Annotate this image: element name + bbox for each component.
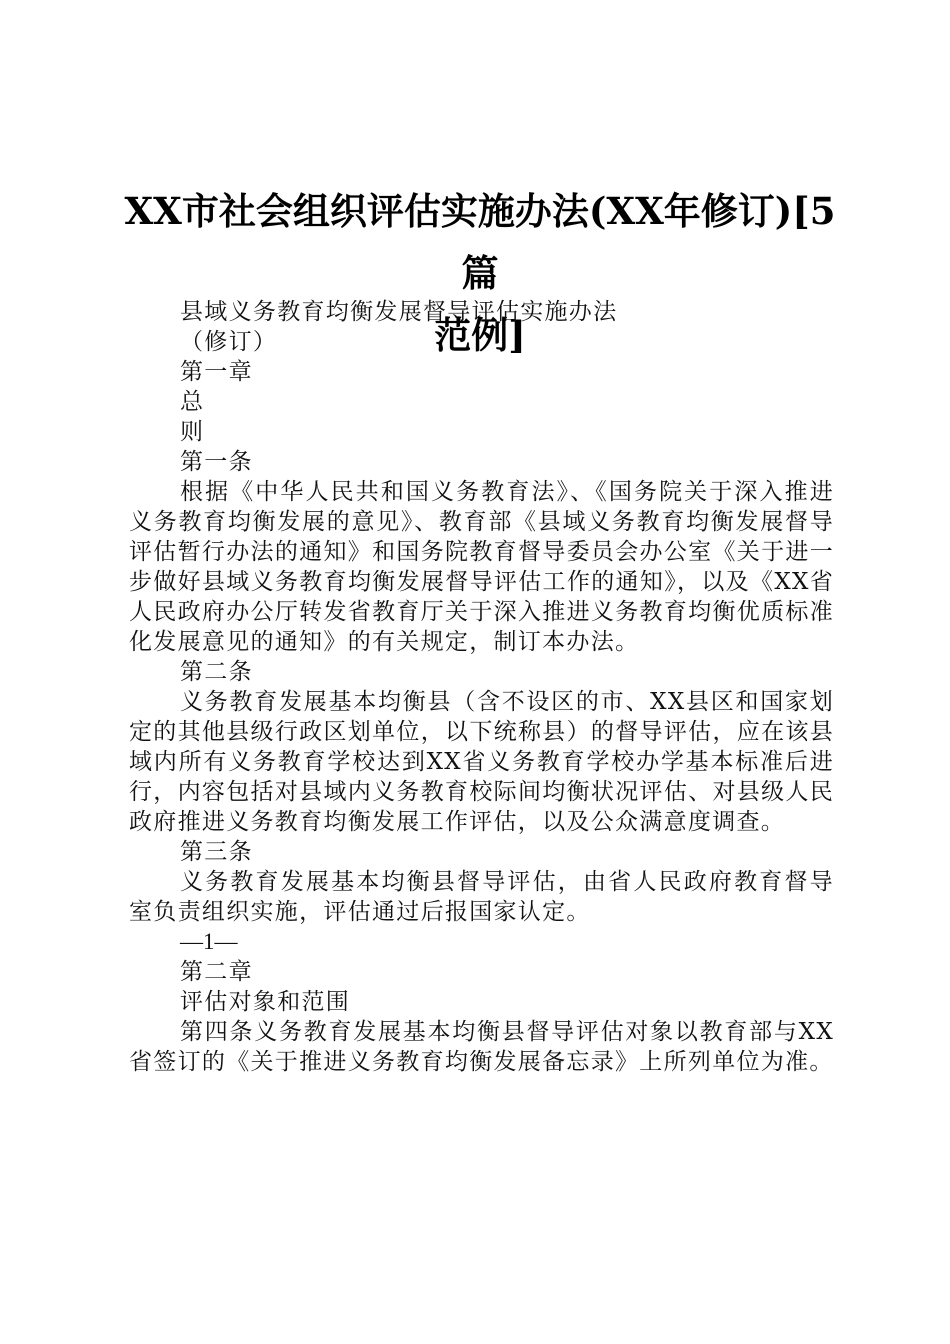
- article-2-heading: 第二条: [180, 659, 253, 685]
- chapter-2-heading: 第二章: [180, 959, 253, 985]
- title-line-2: 范例]: [434, 313, 526, 357]
- article-3-text: 义务教育发展基本均衡县督导评估，由省人民政府教育督导室负责组织实施，评估通过后报国家认定。: [129, 869, 834, 925]
- revision-note: （修订）: [180, 329, 278, 355]
- article-1-heading: 第一条: [180, 449, 253, 475]
- subtitle: 县域义务教育均衡发展督导评估实施办法: [180, 299, 618, 325]
- page-number: —1—: [180, 929, 238, 954]
- chapter-1-name-part-2: 则: [180, 419, 205, 445]
- title-line-1: XX市社会组织评估实施办法(XX年修订)[5篇: [124, 189, 836, 295]
- article-3-heading: 第三条: [180, 839, 253, 865]
- chapter-2-name: 评估对象和范围: [180, 989, 351, 1015]
- chapter-1-name-part-1: 总: [180, 389, 205, 415]
- chapter-1-heading: 第一章: [180, 359, 253, 385]
- article-2-text: 义务教育发展基本均衡县（含不设区的市、XX县区和国家划定的其他县级行政区划单位，以下统称县）的督导评估，应在该县域内所有义务教育学校达到XX省义务教育学校办学基本标准后进行，内容包括对县域内义务教育校际间均衡状况评估、对县级人民政府推进义务教育均衡发展工作评估，以及公众满意度调查。: [129, 689, 834, 835]
- document-body: [129, 297, 834, 1077]
- article-1-text: 根据《中华人民共和国义务教育法》、《国务院关于深入推进义务教育均衡发展的意见》、教育部《县域义务教育均衡发展督导评估暂行办法的通知》和国务院教育督导委员会办公室《关于进一步做好县域义务教育均衡发展督导评估工作的通知》，以及《XX省人民政府办公厅转发省教育厅关于深入推进义务教育均衡优质标准化发展意见的通知》的有关规定，制订本办法。: [129, 479, 834, 655]
- article-4-text: 第四条义务教育发展基本均衡县督导评估对象以教育部与XX省签订的《关于推进义务教育均衡发展备忘录》上所列单位为准。: [129, 1019, 834, 1075]
